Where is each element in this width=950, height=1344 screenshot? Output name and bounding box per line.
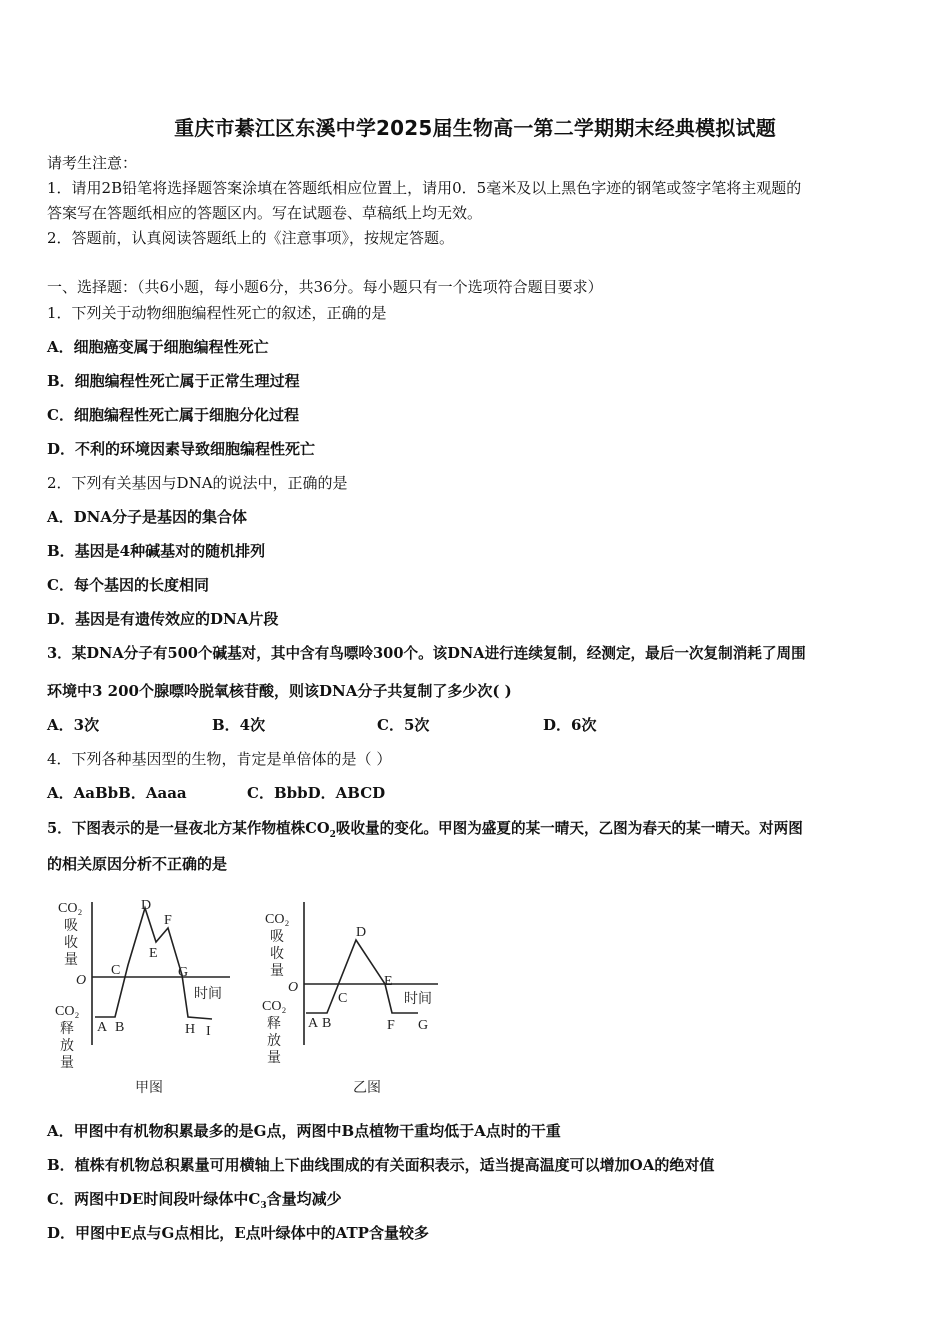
question-1-option-a: A．细胞癌变属于细胞编程性死亡 <box>47 338 269 356</box>
right-y-bottom-label-3: 量 <box>267 1051 281 1066</box>
right-y-top-label-2: 收 <box>270 947 284 962</box>
page-title: 重庆市綦江区东溪中学2025届生物高一第二学期期末经典模拟试题 <box>174 116 776 140</box>
left-x-axis-label: 时间 <box>194 987 222 1002</box>
question-1-option-c: C．细胞编程性死亡属于细胞分化过程 <box>47 406 299 424</box>
question-4-option-ab: A．AaBbB．Aaaa <box>47 784 187 802</box>
right-point-d: D <box>356 925 367 940</box>
left-point-b: B <box>115 1020 125 1035</box>
question-2-option-d: D．基因是有遗传效应的DNA片段 <box>47 610 279 628</box>
left-y-top-label-2: 收 <box>64 936 78 951</box>
left-caption: 甲图 <box>135 1081 163 1096</box>
question-2-option-c: C．每个基因的长度相同 <box>47 576 209 594</box>
right-origin-label: O <box>288 980 299 995</box>
right-point-a: A <box>308 1016 319 1031</box>
left-point-f: F <box>164 913 172 928</box>
question-3-option-c: C．5次 <box>377 716 430 734</box>
right-point-c: C <box>338 991 348 1006</box>
notice-item-1-line-1: 1．请用2B铅笔将选择题答案涂填在答题纸相应位置上，请用0．5毫米及以上黑色字迹的钢笔或签字笔将主观题的 <box>47 179 802 197</box>
question-2-stem: 2．下列有关基因与DNA的说法中，正确的是 <box>47 474 348 492</box>
question-5-figure <box>40 890 460 1105</box>
left-point-i: I <box>206 1024 211 1039</box>
left-y-bottom-label-2: 放 <box>60 1039 74 1054</box>
notice-heading: 请考生注意： <box>47 154 138 172</box>
left-point-g: G <box>178 965 189 980</box>
right-y-top-label-3: 量 <box>270 964 284 979</box>
left-origin-label: O <box>76 973 87 988</box>
question-5-option-b: B．植株有机物总积累量可用横轴上下曲线围成的有关面积表示，适当提高温度可以增加OA的绝对值 <box>47 1156 715 1174</box>
question-3-option-d: D．6次 <box>543 716 597 734</box>
left-y-top-label-1: 吸 <box>64 919 78 934</box>
question-1-option-b: B．细胞编程性死亡属于正常生理过程 <box>47 372 300 390</box>
right-y-bottom-label-co2: CO₂ <box>262 999 287 1014</box>
right-caption: 乙图 <box>353 1081 381 1096</box>
question-2-option-b: B．基因是4种碱基对的随机排列 <box>47 542 266 560</box>
right-y-top-label-co2: CO₂ <box>265 912 290 927</box>
question-5-option-d: D．甲图中E点与G点相比，E点叶绿体中的ATP含量较多 <box>47 1224 429 1242</box>
right-point-e: E <box>384 974 393 989</box>
right-curve <box>306 940 418 1013</box>
right-point-g: G <box>418 1018 429 1033</box>
left-y-top-label-co2: CO₂ <box>58 901 83 916</box>
question-3-stem-line-2: 环境中3 200个腺嘌呤脱氧核苷酸，则该DNA分子共复制了多少次( ) <box>47 682 512 700</box>
right-point-f: F <box>387 1018 395 1033</box>
left-y-top-label-3: 量 <box>64 953 78 968</box>
left-y-bottom-label-co2: CO₂ <box>55 1004 80 1019</box>
left-y-bottom-label-1: 释 <box>60 1022 74 1037</box>
question-5-stem-line-2: 的相关原因分析不正确的是 <box>47 855 228 873</box>
question-5-option-a: A．甲图中有机物积累最多的是G点，两图中B点植物干重均低于A点时的干重 <box>47 1122 561 1140</box>
left-point-h: H <box>185 1022 196 1037</box>
question-5-option-c: C．两图中DE时间段叶绿体中$C_3$含量均减少 <box>47 1190 342 1211</box>
question-1-stem: 1．下列关于动物细胞编程性死亡的叙述，正确的是 <box>47 304 387 322</box>
right-y-bottom-label-1: 释 <box>267 1017 281 1032</box>
question-3-option-b: B．4次 <box>212 716 266 734</box>
right-y-bottom-label-2: 放 <box>267 1034 281 1049</box>
right-x-axis-label: 时间 <box>404 992 432 1007</box>
left-point-c: C <box>111 963 121 978</box>
right-point-b: B <box>322 1016 332 1031</box>
notice-item-2: 2．答题前，认真阅读答题纸上的《注意事项》，按规定答题。 <box>47 229 455 247</box>
question-3-stem-line-1: 3．某DNA分子有500个碱基对，其中含有鸟嘌呤300个。该DNA进行连续复制，经测定，最后一次复制消耗了周围 <box>47 645 806 662</box>
question-5-stem-line-1: 5．下图表示的是一昼夜北方某作物植株$CO_2$吸收量的变化。甲图为盛夏的某一晴天，乙图为春天的某一晴天。对两图 <box>47 820 803 840</box>
notice-item-1-line-2: 答案写在答题纸相应的答题区内。写在试题卷、草稿纸上均无效。 <box>47 204 483 222</box>
question-3-option-a: A．3次 <box>47 716 100 734</box>
left-point-d: D <box>141 898 152 913</box>
question-4-option-cd: C．BbbD．ABCD <box>247 784 386 802</box>
left-y-bottom-label-3: 量 <box>60 1056 74 1071</box>
left-point-a: A <box>97 1020 108 1035</box>
figure-right-labels <box>262 912 432 1096</box>
section-heading: 一、选择题：（共6小题，每小题6分，共36分。每小题只有一个选项符合题目要求） <box>47 278 603 296</box>
left-point-e: E <box>149 946 158 961</box>
question-2-option-a: A．DNA分子是基因的集合体 <box>47 508 247 526</box>
question-4-stem: 4．下列各种基因型的生物，肯定是单倍体的是（ ） <box>47 750 392 768</box>
right-y-top-label-1: 吸 <box>270 930 284 945</box>
question-1-option-d: D．不利的环境因素导致细胞编程性死亡 <box>47 440 316 458</box>
